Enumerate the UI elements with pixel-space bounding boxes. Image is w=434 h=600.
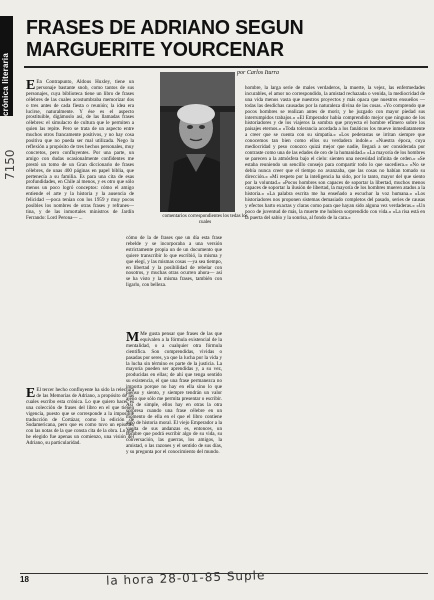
byline: por Carlos Iturra [237, 70, 280, 76]
drop-cap-m: M [126, 330, 140, 345]
col1-bottom-text: El tercer hecho confluyente ha sido la relectura de las Memorias de Adriano, a propósito de las cuales escribo esta crónica. Lo que quiero hacer es una colección de frases del libro en el que tienen vigencia, puesto que se corresponde a la imposible traducción de Cortázar, como la edición de Sudamericana, pero que es como tuvo un episodio con las notas de la que consta cita de la obra. Lo que he elegido fue apenas un comienzo, una visión del Adriano, su particularidad. [26, 387, 134, 447]
column-1-top [26, 80, 134, 224]
handwritten-date-note: la hora 28-01-85 Suple [105, 568, 266, 588]
page-number: 18 [20, 575, 29, 584]
photo-caption: comentarios correspondientes los tedas los cuales [162, 214, 248, 225]
title-rule [24, 66, 428, 68]
column-1-bottom [26, 388, 134, 449]
portrait-image [160, 72, 235, 212]
section-label: crónica literaria [1, 53, 10, 116]
column-2-bottom [126, 332, 222, 458]
drop-cap-e: E [26, 78, 36, 93]
column-3 [245, 86, 425, 224]
author-photo [160, 72, 235, 212]
handwritten-side-note: 7150 [3, 149, 17, 180]
article-title: FRASES DE ADRIANO SEGUN MARGUERITE YOURCENAR [26, 15, 304, 62]
drop-cap-e2: E [26, 386, 36, 401]
col1-top-text: En Contrapunto, Aldous Huxley, tiene un personaje bastante snob, como tantos de sus personajes, cuya biblioteca tiene un libro de frases célebres de las cuales acostumbraba memorizar dos o tres antes de cada fiesta o reunión; la idea era lucirse, naturalmente. Y ése es el aspecto prostituible, digámoslo así, de las llamadas frases célebres: el simulacro de cultura que le permiten a quien las repite. Pero se trata de un aspecto entre muchos otros francamente positivos, y no hay cosa positiva que no pueda ser mal utilizada. Nego la reflexión a propósito de tres hechos personales, muy concretos, pero confluyentes. Por una parte, un amigo con dudas ocasionalmente confidentes me prestó un tomo de un Gran diccionario de frases célebres, de unas 400 páginas en papel biblia, que pertenecía a su familia. Es para una cita de esas profundidades, en Chile al menos, y es otro que sólo menos un poco logró conceptos: cómo el amigo entiende el arte y la historia y la ausencia de felicidad —poca tenían con los 1959 y muy pocos posibles los nombres de otras frases y refranes— tina, y de las inmortales ministros de Jardín Ferrando: Lord Perona— ... [26, 79, 134, 221]
col3-text: hombre, la larga serie de males verdaderos, la muerte, la vejez, las enfermedades incurables, el amor no correspondido, la amistad rechazada o venida, la mediocridad de una vida menos vasta que nuestros proyectos y más opaca que nuestros ensueños —todas las desdichas causadas por la naturaleza divina de las cosas. «Yo comprendo que pocos hombres se realizan antes de morir, y he juzgado con mayor piedad sus interrumpidos trabajos.» «El Emperador había comprendido mejor que ninguno de los historiadores y de los viajeros la sombra que proyecta el hombre efímero sobre los paisajes eternos.» «Toda tolerancia acordada a los fanáticos los mueve inmediatamente a creer que se cuenta con su simpatía.» «Los pederastas se irritan siempre que conocemos tan bien como ellos su verdadera índole.» «Nuestra época, cuya mediocridad y peso conozco quizá mejor que nadie, llegará a ser considerada por contraste como una de las edades de oro de la humanidad.» «La mayoría de los hombres se parecen a la atmósfera bajo el cielo: sienten una necesidad infinita de orden.» «Se estaba reuniendo un sencillo consejo para compartir todo lo que sucediera.» «No se debía nunca creer que el tiempo no avanzaba, que las cosas no habían tomado su dirección.» «Mi respeto por la inteligencia ha sido, por lo tanto, mayor del que siento por la voluntad.» «Pocos hombres son capaces de soportar la libertad, muchos menos capaces de soportar la ilusión de libertad, la mayoría de los hombres mueren atados a la historia.» «La palabra escrita me ha enseñado a escuchar la voz humana.» «Los historiadores nos proponen sistemas demasiado completos del pasado, series de causas y efectos harto exactas y claras como para que hayan sido alguna vez verdaderas.» «Un poco de juventud de más, la muerte me hubiera sorprendido con vida.» «La risa está en la puerta del sabio y la sonrisa, al fondo de la cara.» [245, 85, 425, 221]
column-2-top [126, 236, 222, 291]
col2-bottom-text: Me gusta pensar que frases de las que equivalen a la fórmula existencial de la mentalidad, o a cualquier otra fórmula científica. Son comprendidas, vividas o pasadas por seres, ya que la lucha por la vida y la lucha sin término es parte de la justicia. La mayoría pueden ser aprendidas y, a su vez, producidas en ellas; de ahí que tenga sentido su existencia, el que una frase permanezca no importa porque no hay en ella sino lo que pienso y siento, y siempre tendrán un valor ajeno que sólo me permita presentar o escribir. Así de simple, ellos hay en otras la otra sorpresa cuando una frase célebre en un momento de ella en el que el libro contiene algo de historia moral. El viejo Emperador a la vuelta de sus andanzas es, entonces, un hombre que podrá escribir algo de su vida, su conversación, las guerras, los amigos, la amistad, o las razones y el sentido de sus días, y su pregunta por el conocimiento del mundo. [126, 331, 222, 456]
col2-top-text: cómo de la de frases que un día esta frase rebelde y se incorporaba a una versión estrictamente propia un de un documento que quiere transcribir lo que escribió, la misma y que elegí, y las mismas cosas —ya sea tiempo, en libertad y la posibilidad de rebelar con nosotros, y muchas otras ocurren ahora— así se ha visto y la misma frases, también con ligarlo, con belleza. [126, 235, 222, 289]
